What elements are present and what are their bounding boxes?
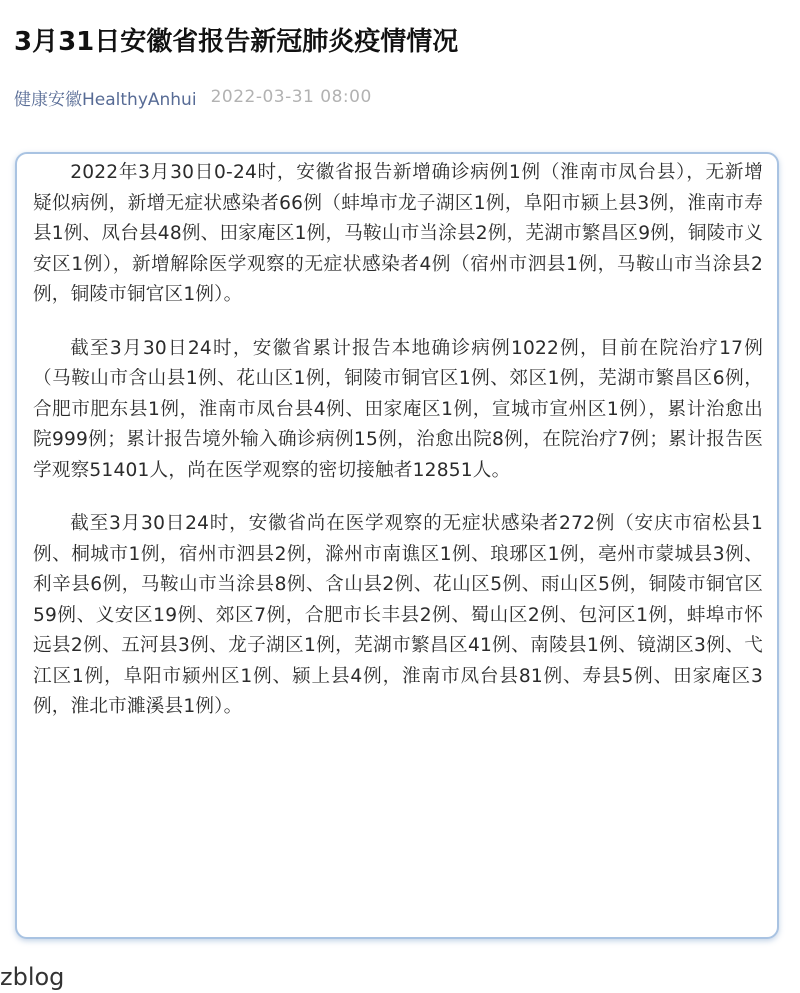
report-card <box>15 152 779 939</box>
paragraph-asymptomatic: 截至3月30日24时，安徽省尚在医学观察的无症状感染者272例（安庆市宿松县1例、桐城市1例，宿州市泗县2例，滁州市南谯区1例、琅琊区1例，亳州市蒙城县3例、利辛县6例，马鞍山市当涂县8例、含山县2例、花山区5例、雨山区5例，铜陵市铜官区59例、义安区19例、郊区7例，合肥市长丰县2例、蜀山区2例、包河区1例，蚌埠市怀远县2例、五河县3例、龙子湖区1例，芜湖市繁昌区41例、南陵县1例、镜湖区3例、弋江区1例，阜阳市颍州区1例、颍上县4例，淮南市凤台县81例、寿县5例、田家庵区3例，淮北市濉溪县1例）。 <box>33 513 763 717</box>
article-meta <box>14 84 372 110</box>
source-link[interactable]: 健康安徽HealthyAnhui <box>14 89 197 110</box>
article-title: 3月31日安徽省报告新冠肺炎疫情情况 <box>14 27 459 57</box>
watermark-text: zblog <box>0 963 65 991</box>
paragraph-new-cases: 2022年3月30日0-24时，安徽省报告新增确诊病例1例（淮南市凤台县），无新增疑似病例，新增无症状感染者66例（蚌埠市龙子湖区1例，阜阳市颍上县3例，淮南市寿县1例、凤台县48例、田家庵区1例，马鞍山市当涂县2例，芜湖市繁昌区9例，铜陵市义安区1例），新增解除医学观察的无症状感染者4例（宿州市泗县1例，马鞍山市当涂县2例，铜陵市铜官区1例）。 <box>33 162 763 305</box>
paragraph-cumulative: 截至3月30日24时，安徽省累计报告本地确诊病例1022例，目前在院治疗17例（马鞍山市含山县1例、花山区1例，铜陵市铜官区1例、郊区1例，芜湖市繁昌区6例，合肥市肥东县1例，淮南市凤台县4例、田家庵区1例，宣城市宣州区1例），累计治愈出院999例；累计报告境外输入确诊病例15例，治愈出院8例，在院治疗7例；累计报告医学观察51401人，尚在医学观察的密切接触者12851人。 <box>33 337 763 481</box>
publish-date: 2022-03-31 08:00 <box>210 87 372 107</box>
